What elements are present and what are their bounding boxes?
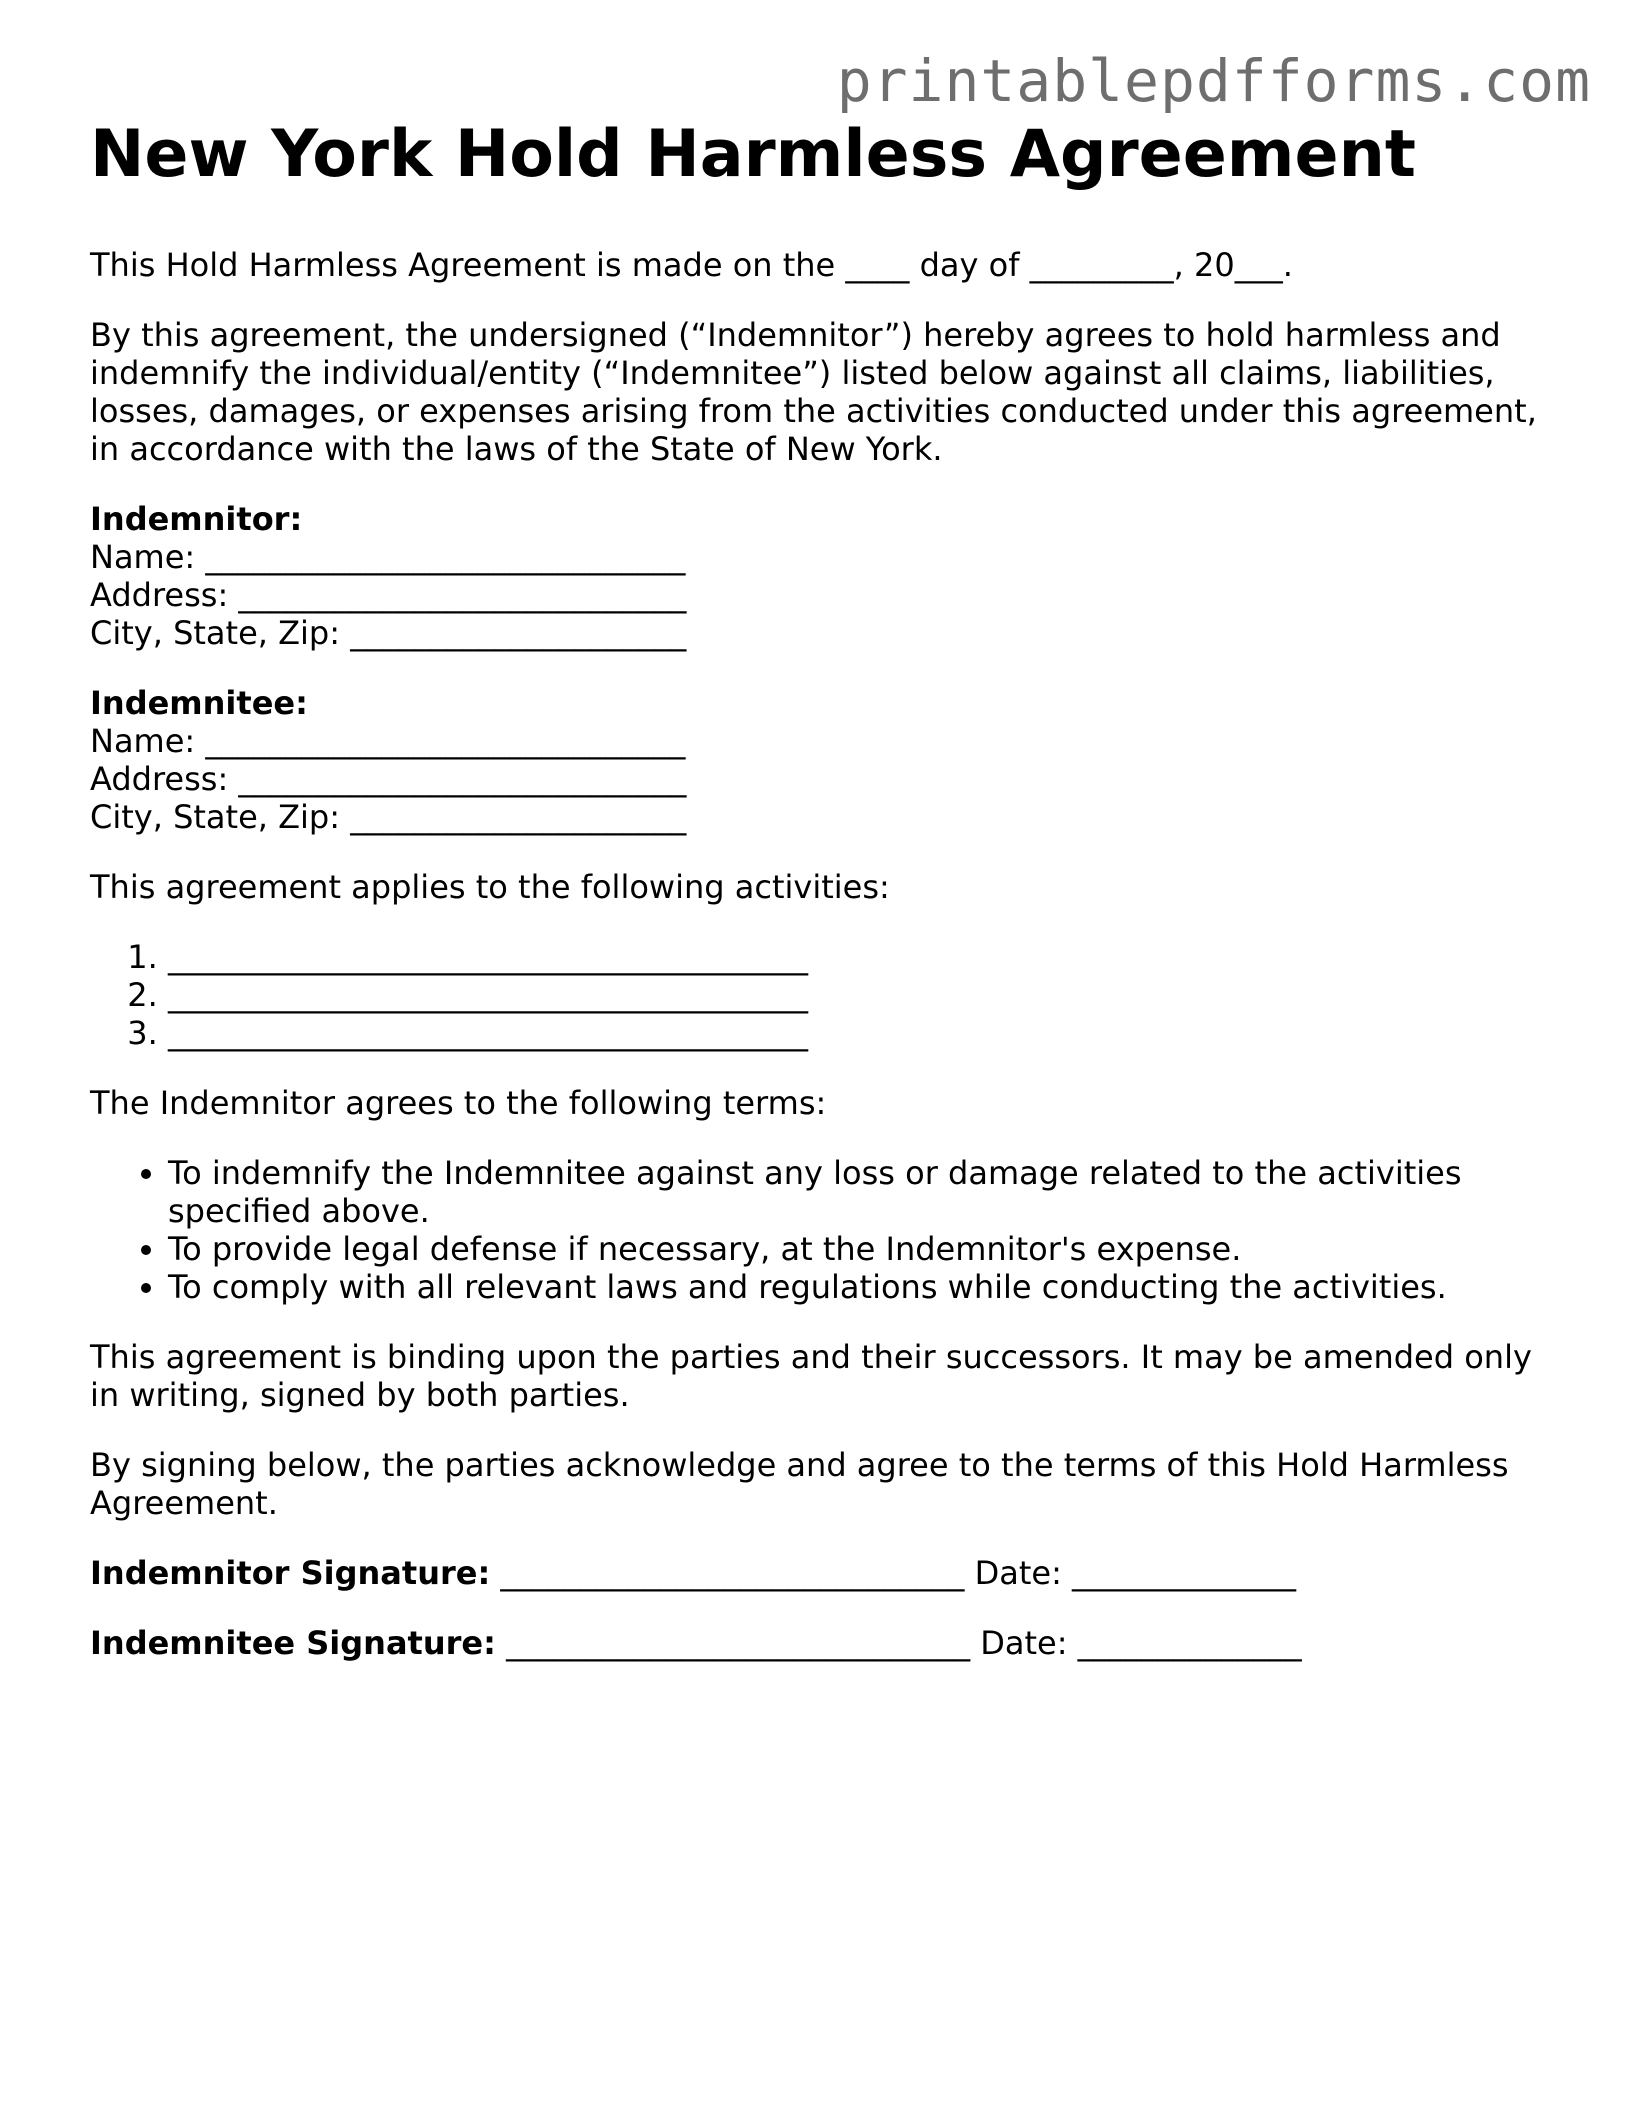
- purpose-paragraph: By this agreement, the undersigned (“Indemnitor”) hereby agrees to hold harmless and indemnify the individual/entity (“Indemnitee”) listed below against all claims, liabilities, losses, damages, or expenses arising from the activities conducted under this agreement, in accordance with the laws of the State of New York.: [90, 316, 1537, 468]
- acknowledge-paragraph: By signing below, the parties acknowledge and agree to the terms of this Hold Harmless Agreement.: [90, 1446, 1509, 1522]
- indemnitee-address-field: Address: ____________________________: [90, 760, 687, 798]
- activities-intro: This agreement applies to the following activities:: [90, 868, 890, 906]
- indemnitee-signature-blank: _____________________________ Date: ______________: [495, 1624, 1302, 1662]
- term-item: • To comply with all relevant laws and regulations while conducting the activities.: [168, 1268, 1550, 1306]
- indemnitor-city-field: City, State, Zip: _____________________: [90, 614, 687, 652]
- indemnitee-signature-line: [90, 1624, 1550, 1662]
- indemnitee-signature-label: Indemnitee Signature:: [90, 1624, 496, 1662]
- activity-item: 2. ________________________________________: [168, 976, 1550, 1014]
- document-body: [90, 110, 1550, 1694]
- indemnitor-name-field: Name: ______________________________: [90, 538, 686, 576]
- terms-list: [90, 1154, 1550, 1306]
- document-title: New York Hold Harmless Agreement: [90, 117, 1416, 192]
- indemnitor-address-field: Address: ____________________________: [90, 576, 687, 614]
- indemnitee-section: [90, 684, 1550, 836]
- indemnitor-signature-blank: _____________________________ Date: ______________: [490, 1554, 1297, 1592]
- intro-paragraph: This Hold Harmless Agreement is made on the ____ day of _________, 20___.: [90, 246, 1293, 284]
- indemnitor-heading: Indemnitor:: [90, 500, 303, 538]
- activity-item: 3. ________________________________________: [168, 1014, 1550, 1052]
- term-item: • To indemnify the Indemnitee against any loss or damage related to the activities specified above.: [168, 1154, 1550, 1230]
- activity-item: 1. ________________________________________: [168, 938, 1550, 976]
- activities-list: [90, 938, 1550, 1052]
- indemnitor-signature-label: Indemnitor Signature:: [90, 1554, 491, 1592]
- binding-paragraph: This agreement is binding upon the parties and their successors. It may be amended only in writing, signed by both parties.: [90, 1338, 1532, 1414]
- indemnitee-city-field: City, State, Zip: _____________________: [90, 798, 687, 836]
- indemnitor-signature-line: [90, 1554, 1550, 1592]
- indemnitor-section: [90, 500, 1550, 652]
- indemnitee-heading: Indemnitee:: [90, 684, 308, 722]
- term-item: • To provide legal defense if necessary, at the Indemnitor's expense.: [168, 1230, 1550, 1268]
- watermark-text: printablepdfforms.com: [836, 47, 1591, 115]
- terms-intro: The Indemnitor agrees to the following terms:: [90, 1084, 827, 1122]
- indemnitee-name-field: Name: ______________________________: [90, 722, 686, 760]
